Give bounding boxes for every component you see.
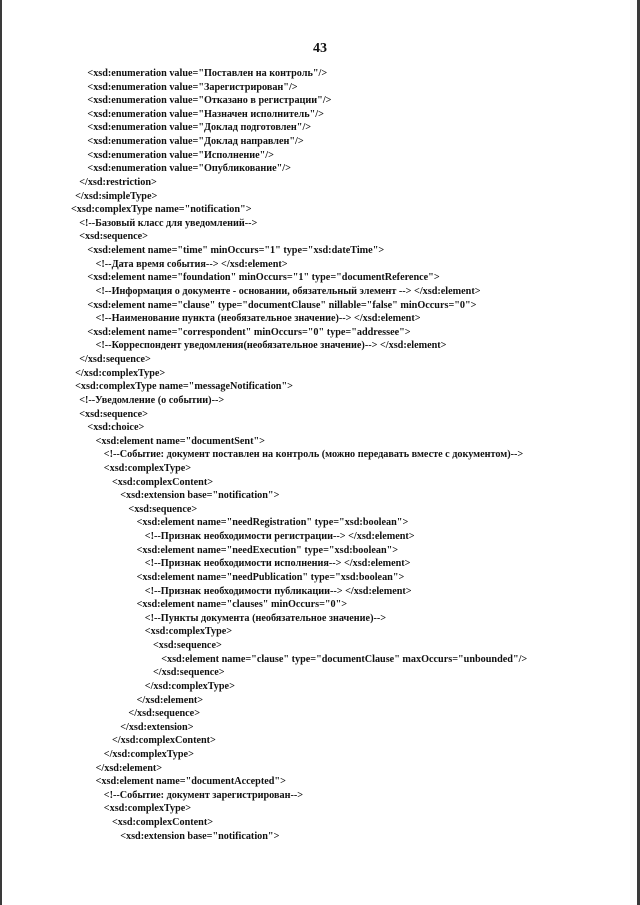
code-line: <xsd:sequence> [79, 231, 148, 243]
code-line: <!--Информация о документе - основании, обязательный элемент --> </xsd:element> [95, 285, 481, 297]
code-line: </xsd:complexType> [75, 367, 166, 379]
code-line: <xsd:enumeration value="Исполнение"/> [87, 149, 274, 161]
code-line: <xsd:element name="needExecution" type="xsd:boolean"> [136, 544, 399, 556]
code-line: <xsd:enumeration value="Опубликование"/> [87, 163, 291, 175]
code-line: <!--Событие: документ поставлен на контроль (можно передавать вместе с документом)--> [103, 449, 524, 461]
code-line: <!--Признак необходимости публикации--> </xsd:element> [144, 585, 412, 597]
code-line: <xsd:complexType> [144, 626, 233, 638]
code-line: <xsd:element name="clause" type="documentClause" maxOccurs="unbounded"/> [161, 653, 528, 665]
code-line: <xsd:enumeration value="Отказано в регистрации"/> [87, 95, 332, 107]
code-line: <!--Корреспондент уведомления(необязательное значение)--> </xsd:element> [95, 340, 447, 352]
code-line: <!--Уведомление (о событии)--> [79, 394, 225, 406]
code-line: <xsd:enumeration value="Доклад направлен"/> [87, 136, 304, 148]
code-line: <xsd:enumeration value="Поставлен на контроль"/> [87, 68, 328, 79]
code-line: </xsd:element> [95, 762, 163, 774]
code-line: <xsd:enumeration value="Доклад подготовлен"/> [87, 122, 312, 134]
code-line: <!--Дата время события--> </xsd:element> [95, 258, 288, 270]
code-line: <xsd:element name="needRegistration" type="xsd:boolean"> [136, 517, 409, 529]
code-line: <xsd:element name="clause" type="documentClause" nillable="false" minOccurs="0"> [87, 299, 477, 311]
code-line: </xsd:complexType> [103, 749, 194, 760]
code-line: </xsd:restriction> [79, 176, 157, 188]
code-line: <xsd:element name="correspondent" minOccurs="0" type="addressee"> [87, 326, 411, 338]
code-line: <!--Наименование пункта (необязательное значение)--> </xsd:element> [95, 313, 421, 325]
scan-left-edge [0, 0, 2, 905]
code-line: <xsd:complexType name="notification"> [71, 204, 252, 216]
code-line: <xsd:complexType> [103, 803, 192, 815]
code-line: <xsd:sequence> [128, 503, 198, 515]
code-line: <xsd:extension base="notification"> [120, 490, 280, 502]
code-line: <xsd:choice> [87, 422, 145, 434]
code-line: <xsd:element name="foundation" minOccurs="1" type="documentReference"> [87, 272, 440, 284]
code-line: </xsd:sequence> [128, 708, 200, 720]
code-line: <xsd:enumeration value="Зарегистрирован"/> [87, 81, 298, 93]
code-line: </xsd:element> [136, 694, 204, 706]
code-line: </xsd:extension> [120, 721, 194, 733]
code-line: <xsd:complexType name="messageNotification"> [75, 381, 293, 393]
code-line: </xsd:sequence> [79, 354, 151, 366]
code-line: <!--Пункты документа (необязательное значение)--> [144, 612, 387, 624]
code-line: </xsd:complexContent> [112, 735, 216, 747]
code-line: <xsd:sequence> [79, 408, 148, 420]
code-line: <xsd:complexType> [103, 462, 192, 474]
code-line: </xsd:complexType> [144, 680, 235, 692]
code-line: <!--Событие: документ зарегистрирован--> [103, 789, 304, 801]
code-line: <xsd:extension base="notification"> [120, 830, 280, 842]
code-line: <xsd:complexContent> [112, 817, 214, 829]
code-line: <xsd:element name="needPublication" type="xsd:boolean"> [136, 571, 405, 583]
code-line: <!--Признак необходимости исполнения--> </xsd:element> [144, 558, 411, 570]
code-line: </xsd:simpleType> [75, 190, 158, 202]
code-line: </xsd:sequence> [153, 667, 225, 679]
code-line: <xsd:enumeration value="Назначен исполнитель"/> [87, 108, 324, 120]
code-line: <!--Базовый класс для уведомлений--> [79, 217, 258, 229]
code-line: <xsd:element name="clauses" minOccurs="0"> [136, 599, 348, 611]
code-line: <xsd:element name="documentAccepted"> [95, 776, 286, 788]
code-line: <!--Признак необходимости регистрации--> </xsd:element> [144, 531, 415, 543]
code-line: <xsd:element name="documentSent"> [95, 435, 265, 447]
code-line: <xsd:element name="time" minOccurs="1" type="xsd:dateTime"> [87, 245, 385, 257]
page-number: 43 [313, 41, 327, 56]
code-line: <xsd:sequence> [153, 640, 222, 652]
code-line: <xsd:complexContent> [112, 476, 214, 488]
